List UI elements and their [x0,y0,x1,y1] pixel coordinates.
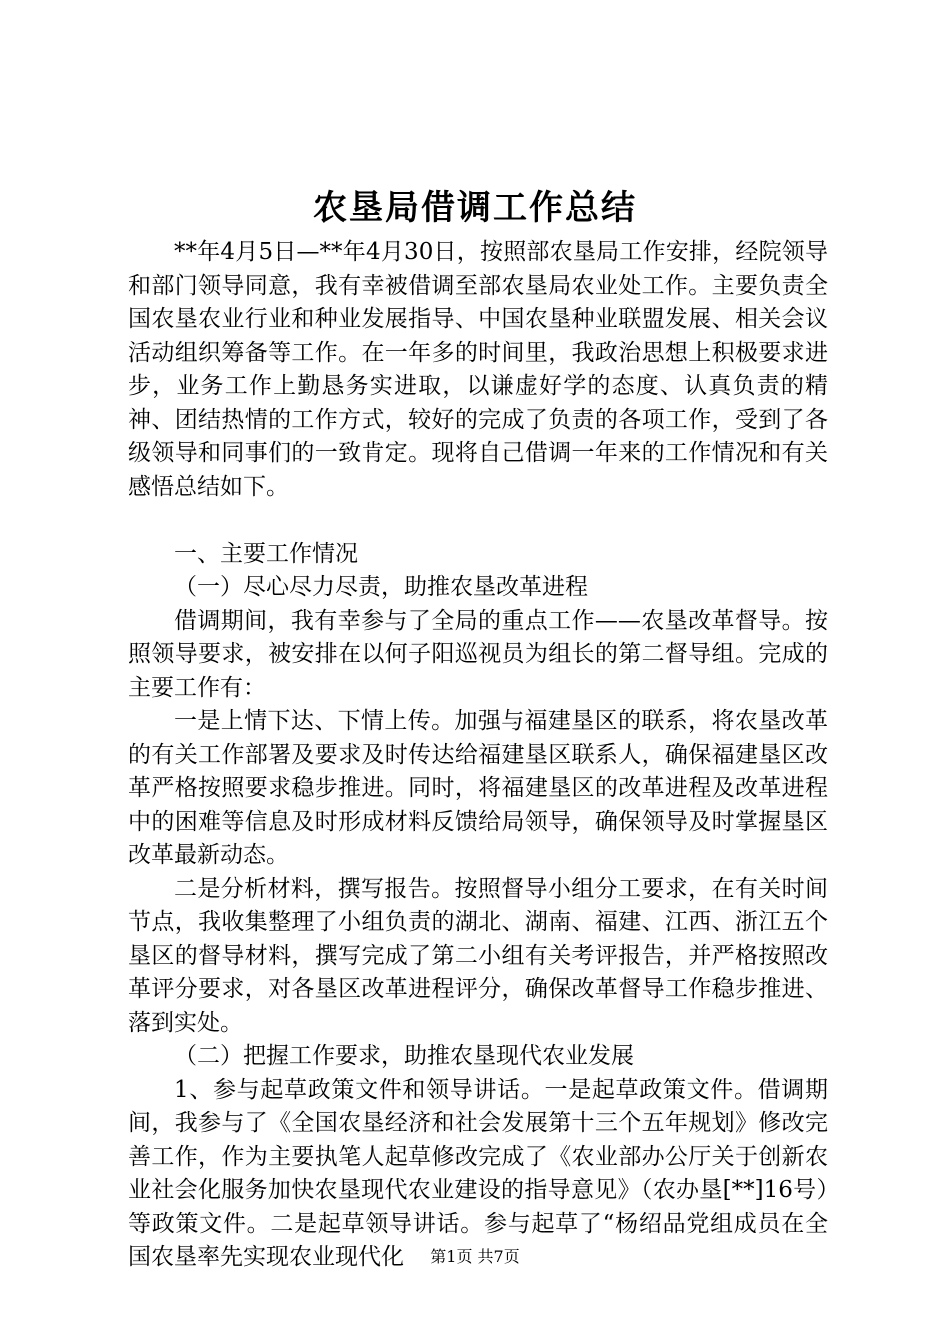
page-footer: 第1页 共7页 [430,1247,520,1266]
body-paragraph: 借调期间，我有幸参与了全局的重点工作——农垦改革督导。按照领导要求，被安排在以何子阳巡视员为组长的第二督导组。完成的主要工作有： [128,607,828,701]
subsection-heading: （一）尽心尽力尽责，助推农垦改革进程 [174,574,588,600]
paragraph-spacer [128,504,828,538]
body-paragraph: 1、参与起草政策文件和领导讲话。一是起草政策文件。借调期间，我参与了《全国农垦经济和社会发展第十三个五年规划》修改完善工作，作为主要执笔人起草修改完成了《农业部办公厅关于创新农业社会化服务加快农垦现代农业建设的指导意见》（农办垦[**]16号）等政策文件。二是起草领导讲话。参与起草了“杨绍品党组成员在全国农垦率先实现农业现代化 [128,1076,828,1270]
section-heading: 一、主要工作情况 [174,540,358,567]
body-paragraph: 二是分析材料，撰写报告。按照督导小组分工要求，在有关时间节点，我收集整理了小组负责的湖北、湖南、福建、江西、浙江五个垦区的督导材料，撰写完成了第二小组有关考评报告，并严格按照改革评分要求，对各垦区改革进程评分，确保改革督导工作稳步推进、落到实处。 [128,875,828,1036]
intro-paragraph: **年4月5日—**年4月30日，按照部农垦局工作安排，经院领导和部门领导同意，我有幸被借调至部农垦局农业处工作。主要负责全国农垦农业行业和种业发展指导、中国农垦种业联盟发展、相关会议活动组织筹备等工作。在一年多的时间里，我政治思想上积极要求进步，业务工作上勤恳务实进取，以谦虚好学的态度、认真负责的精神、团结热情的工作方式，较好的完成了负责的各项工作，受到了各级领导和同事们的一致肯定。现将自己借调一年来的工作情况和有关感悟总结如下。 [128,239,828,500]
body-paragraph: 一是上情下达、下情上传。加强与福建垦区的联系，将农垦改革的有关工作部署及要求及时传达给福建垦区联系人，确保福建垦区改革严格按照要求稳步推进。同时，将福建垦区的改革进程及改革进程中的困难等信息及时形成材料反馈给局领导，确保领导及时掌握垦区改革最新动态。 [128,708,828,868]
subsection-heading: （二）把握工作要求，助推农垦现代农业发展 [174,1043,634,1069]
document-title: 农垦局借调工作总结 [313,188,637,228]
document-body [128,236,828,1275]
